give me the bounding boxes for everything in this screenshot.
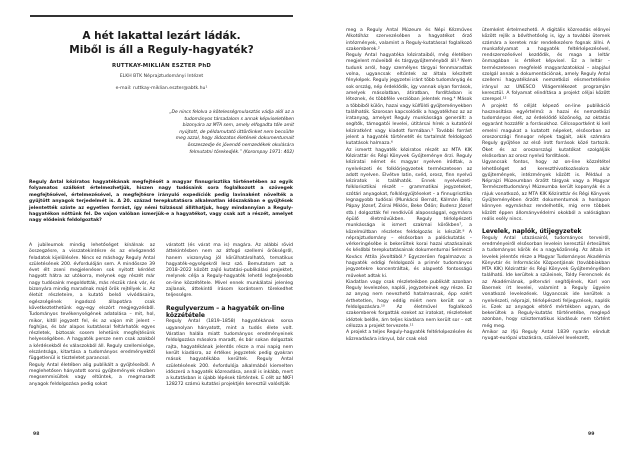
left-column-2	[166, 243, 293, 389]
paragraph: Ugyancsak fontos, hogy az on-line közzététel lehetőséget ad kereszthivatkozásokra akár gyűjtemények, intézmények között is. Például a Néprajzi Múzeumban őrzött tárgyak vagy a Magyar Természettudományi Múzeumba került koponyák és a rájuk vonatkozó, az MTA KIK Kézirattár és Régi Könyvek Gyűjteményében őrzött dokumentumok a honlapon könnyen egymáshoz rendelhetők, míg erre többek között éppen állományvédelmi okokból a valóságban reális esély nincs.	[482, 160, 610, 222]
epigraph-quote: „De nincs felolva a kötelességmulasztás vádja alól az a tudományos társadalom s annak képviseletében bizonyára az MTA sem, amely elfogadta tőle amit nyújtott, de példamutató úttörőinket nem becsülte meg azzal, hogy áldozatos életének dokumentumait összeszedje és jövendő nemzedékek okulására felmutatni törekedjék.” (Korompay 1971: 402)	[169, 110, 294, 155]
paragraph: Reguly Antal életében alig publikált a gyűjtéseiből. A meglehetősen hányatott sorsú gyűjtemények részben megsemmisültek vagy eltűntek, a megmaradt anyagok feldolgozása pedig sokat	[29, 362, 155, 387]
right-column-1	[346, 28, 472, 343]
paragraph: Reguly Antal (1819–1858) hagyatékának sorsa ugyanolyan hányatott, mint a tudós élete volt. Váratlan halála miatt tudományos eredményeinek feldolgozása másokra maradt, és bár sokan dolgoztak rajta, hagyatékának jelentős része a mai napig nem került kiadásra, az értékes jegyzetek pedig gyakran mások hagyatékába kerültek. Reguly Antal születésének 200. évfordulója alkalmából kiemelten időszerű a hagyaték közreadása, annál is inkább, mert a kutatásban is újabb lépések történtek. E célt az NKFI 128272 számú kutatási projektjén keresztül valósítják	[166, 319, 293, 388]
paragraph: Amikor az ifjú Reguly Antal 1839 nyarán elindult nyugat-európai utazására, szüleivel levelezett,	[482, 330, 610, 342]
author-affiliation: ELKH BTK Néprajztudományi Intézet	[119, 74, 204, 79]
title-line-2: Miből is áll a Reguly-hagyaték?	[69, 44, 254, 56]
left-column-1	[29, 243, 155, 388]
paragraph: váratott (és várat ma is) magára. Az alábbi rövid áttekintésben nem az átfogó szellemi örökségről, hanem viszonylag jól körülhatárolható, tematikus hagyaték-egységekről lesz szó. Bemutatom azt a 2018–2022 között zajló kutatási-publikálási projektet, melynek célja a Reguly-hagyaték lehető legteljesebb on-line közzététele. Mivel ennek munkálatai jelenleg zajlanak, áttekintő írásom korántsem törekedhet teljességre.	[166, 243, 293, 299]
paragraph: A jubileumok mindig lehetőséget kínálnak az összegzésre, a visszatekintésre és az elvégzendő feladatok kijelölésére. Nincs ez máshogy Reguly Antal születésének 200. évfordulóján sem. A mindössze 39 évet élt zseni megjelenésen sok nyitott kérdést hagyott hátra az utókorra, melynek egy részét már nagy tudósaink megoldották, más részük ránk vár, és bizonyára mindig maradnak majd örök rejtélyek is. Az életút részleteire, a kutató belső vívódásaira, egészségének ingadozó állapotára csak következtethetünk egy-egy elszórt megjegyzésből. Tudományos tevékenységének adatolása – mit, hol, mikor, kitől jegyzett fel, és az vajon mit jelent – foghíjas, és bár alapos kutatással feltárhatók egyes részletek, biztosak sosem lehetünk megfejtésünk helyességében. A hagyaték persze nem csak azokból a kérdésekből és válaszokból áll. Reguly szellemisége, elszántsága, kitartása a tudományos eredményektől függetlenül is tiszteletet parancsol.	[29, 243, 155, 362]
title-line-1: A hét lakattal lezárt ládák.	[82, 30, 241, 42]
paragraph: ütemként értelmezhető. A digitális közreadás előnyei között rejlik a bővíthetőség is, így a további ütemek számára a keretek már rendelkezésre fognak állni. A munkafolyamat a hagyaték feltérképezésével, rendszerezésével kezdődik, és maga a leltár önmagában is értéket képvisel. Ez a leltár – természetesen megfelelő magyarázatokkal – alapjául szolgál annak a dokumentációnak, amely Reguly Antal szellemi hagyatékának nemzetközi elismertetésére irányul az UNESCO Világemlékezet programján keresztül. A folyamat elindítása a projekt céljai között szerepel.¹²	[482, 28, 610, 103]
paragraph: Reguly Antal utazásairól, tudományos terveiről, eredményeiről elsősorban levelein keresztül értesültek a tudományos körök és a nagyközönség. Az általa írt levelek jelentős része a Magyar Tudományos Akadémia Könyvtár és Információs Központjának (továbbiakban MTA KIK) Kézirattár és Régi Könyvek Gyűjteményében található. Ide kerültek a szüleinek, Toldy Ferencnek és az Akadémiának, pétervári segítőjének, Karl von Baernek írt levelei, valamint a Reguly ügyeire vonatkozó levelezések. Ugyancsak ide kerültek a nyelvészeti, néprajzi, térképészeti feljegyzések, naplók is. Ezek az anyagok eltérő mértékben ugyan, de bekerültek a Reguly-kutatás történetébe, meglepő azonban, hogy szisztematikus kiadásuk nem történt még meg.	[482, 235, 610, 329]
section-heading: Levelek, naplók, útijegyzetek	[482, 228, 582, 236]
top-rule	[30, 15, 293, 17]
article-title	[30, 29, 293, 57]
right-page	[320, 0, 640, 452]
section-heading: Regulyverzum – a hagyaték on-line közzététele	[166, 304, 285, 320]
right-column-2	[482, 28, 610, 343]
paragraph: Az ismertt hagyaték kéziratos részét az MTA KIK Kézirattár és Régi Könyvek Gyűjteménye őrzi. Reguly kéziratai német és magyar nyelven íródtak, a nyelvészeti és folklórjegyzetek természetesen az adott nyelven. Elvétve latin, svéd, orosz, finn nyelvű kéziratok is találhatók. Ennek nyelvészeti-folklorisztikai részét – grammatikai jegyzeteket, szótári anyagokat, folklórgyűjtéseket – a finnugrisztika legnagyobb tudósai (Munkácsi Bernát, Kálmán Béla; Pápay József, Zsirai Miklós, Beke Ödön; Budenz József stb.) dolgozták fel rendkívüli alapossággal, egymásra épülő életművükben. Reguly térképészeti munkássága is ismert szakmai körökben⁷, a közelmúltban részletes feldolgozás is készült.⁸ A néprajztudomány – elsősorban a palóckutatás – vérkeringésébe is bekerültek korai hazai utazásainak és későbbi terepkutatásainak dokumentumai Selmeczi Kovács Attila jóvoltából.⁹ Egyszerűen fogalmazva: a hagyaték eddigi feldolgozói a primér tudományos jegyzetekre koncentráltak, és alapvető fontosságú műveket adtak ki.	[346, 147, 472, 279]
page-number-right: 99	[588, 432, 595, 437]
author-email: e-mail: ruttkay-miklian.eszter@abtk.hu¹	[115, 86, 208, 91]
paragraph: Reguly Antal hagyatéka kézirataiból, még életében megjelent műveiből és tárgygyűjteményből áll.³ Nem tudunk arról, hogy személyes tárgyai fennmaradtak volna, ugyancsak eltűntek az általa készített fényképek. Reguly jegyzetei iránt több tudományág és sok ország, nép érdeklődik, így vannak olyan források, amelyek másolatban, átiratban, fordításban is léteznek, és többféle verzióban jelentek meg.⁴ Mások a többiből külön, hazai vagy külföldi gyűjteményekben találhatók. Szorosan kapcsolódik a hagyatékhoz az az iratanyag, amelyet Reguly munkássága generált: a segítők, támogatói levelei, útitársai hírek a kutatóról kéziratként vagy kiadott formában.⁵ További forrást jelent a hagyaték történetét és tartalmát feldolgozó kutatások halmaza.⁶	[346, 53, 472, 147]
paragraph: meg a Reguly Antal Múzeum és Népi Kézműves Alkotóház szervezésében a hagyatékot őrző intézmények, valamint a Reguly-kutatással foglalkozó szakemberek.²	[346, 28, 472, 52]
paragraph: A projekt a teljes Reguly-hagyaték feltérképezésére és közreadására irányul, bár csak első	[346, 330, 472, 342]
paragraph: Kiadatlan vagy csak részleteikben publikált azonban Reguly levelezése, naplói, jegyzeteinek egy része. Ez az anyag nem nevezhető hatalmasnak, épp ezért érthetetlen, hogy eddig miért nem került sor a feldolgozására.¹⁰ Az életművel foglalkozó szakemberek forgatták ezeket az iratokat, részleteket idéztek belőle, ám teljes kiadásra nem került sor – ezt célozza a projekt tervezete.¹¹	[346, 279, 472, 329]
paragraph: A projekt fő célját képező on-line publikáció hasznosítása egyértelmű: a hazai és nemzetközi tudományos élet, az érdeklődő közönség, az oktatás egyaránt hozzáfér a forrásokhoz. Célcsoportként ki kell emelni magukat a kutatott népeket, elsősorban az oroszországi finnugor népek tagjait, akik számára Reguly gyűjtése az első írott források közé tartozik. Őket és az oroszországi kutatókat szolgálják elsősorban az orosz nyelvű fordítások.	[482, 103, 610, 159]
page-number-left: 98	[33, 432, 40, 437]
abstract: Reguly Antal kéziratos hagyatékának megfejtését a magyar finnugrisztika történetében az egyik folyamatos szálként értelmezhetjük, hiszen nagy tudósaink sora foglalkozott a szövegek megfejtésével, értelmezésével, a megfejtésre irányuló expedíciók pedig lavinaként növelték a gyűjtött anyagok terjedelmét is. A 20. század terepkutatásra alkalmatlan időszakában e gyűjtések jelentették szinte az egyetlen forrást, így némi túlzással állíthatjuk, hogy mindannyian a Reguly-hagyatékon nőttünk fel. De vajon valóban ismerjük-e a hagyatékot, vagy csak azt a részét, amelyet nagy elődeink feldolgoztak?	[29, 180, 293, 224]
author-name: RUTTKAY-MIKLIÁN ESZTER PhD	[111, 63, 212, 69]
